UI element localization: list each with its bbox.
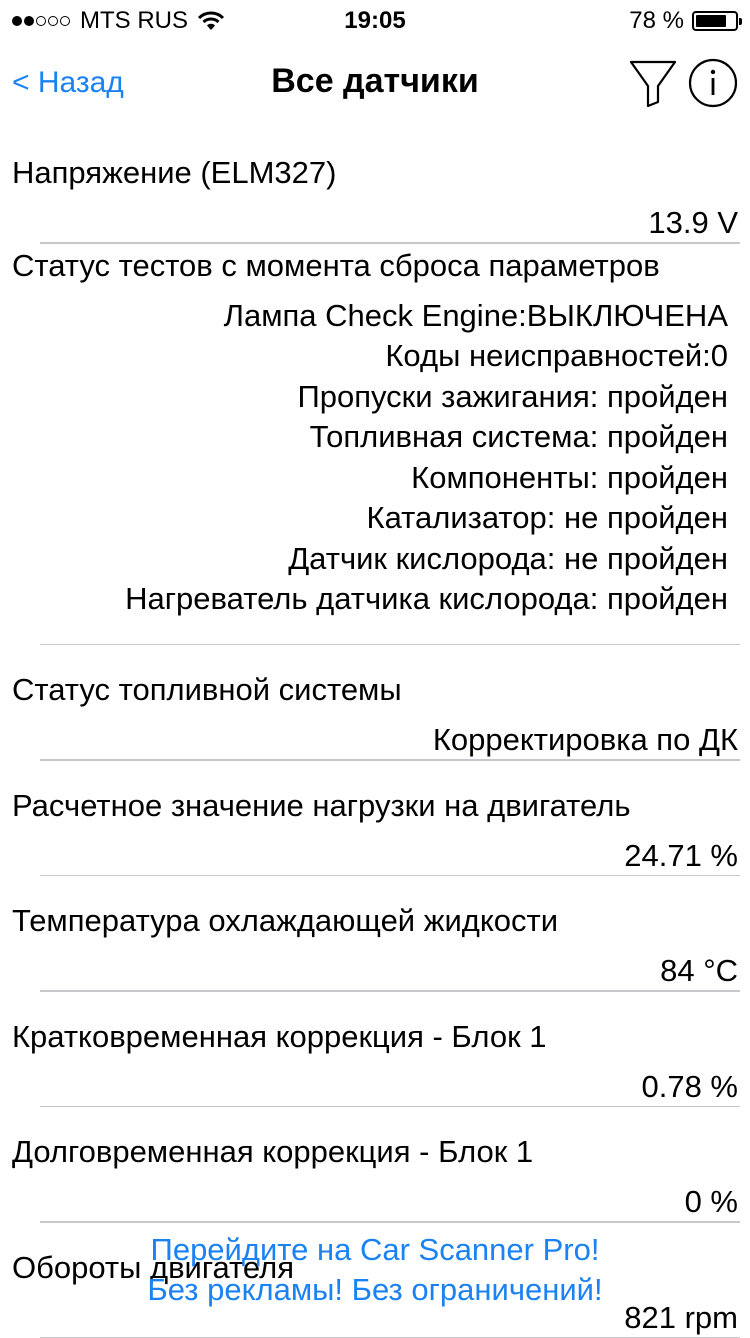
battery-icon: [692, 11, 738, 31]
info-icon[interactable]: [688, 58, 738, 108]
promo-line-no-ads[interactable]: Без рекламы! Без ограничений!: [0, 1270, 750, 1310]
test-line-misfire: Пропуски зажигания: пройден: [0, 377, 728, 418]
test-line-catalyst: Катализатор: не пройден: [0, 498, 728, 539]
sensor-value: 24.71 %: [0, 824, 750, 875]
test-line-components: Компоненты: пройден: [0, 458, 728, 499]
sensor-row-voltage[interactable]: [0, 128, 750, 244]
sensor-label: Напряжение (ELM327): [0, 128, 750, 191]
sensor-label: Статус топливной системы: [0, 645, 750, 708]
navigation-bar: [0, 40, 750, 128]
sensor-row-long-term-trim[interactable]: [0, 1107, 750, 1223]
sensor-label: Температура охлаждающей жидкости: [0, 876, 750, 939]
battery-percentage: 78 %: [629, 7, 684, 35]
sensor-label: Статус тестов с момента сброса параметров: [0, 244, 750, 284]
test-line-oxygen-sensor: Датчик кислорода: не пройден: [0, 539, 728, 580]
promo-line-upgrade[interactable]: Перейдите на Car Scanner Pro!: [0, 1230, 750, 1270]
sensor-row-engine-load[interactable]: [0, 761, 750, 877]
test-status-lines: [0, 284, 750, 644]
sensor-row-coolant-temp[interactable]: [0, 876, 750, 992]
sensor-label: Обороты двигателя: [0, 1223, 750, 1286]
sensor-list[interactable]: [0, 128, 750, 1220]
sensor-value: Корректировка по ДК: [0, 708, 750, 759]
sensor-label: Долговременная коррекция - Блок 1: [0, 1107, 750, 1170]
status-bar: [0, 0, 750, 40]
pro-upgrade-banner[interactable]: [0, 1230, 750, 1310]
sensor-label: Расчетное значение нагрузки на двигатель: [0, 761, 750, 824]
sensor-value: 84 °C: [0, 939, 750, 990]
back-button[interactable]: < Назад: [12, 66, 124, 100]
sensor-row-test-status[interactable]: [0, 244, 750, 646]
sensor-value: 13.9 V: [0, 191, 750, 242]
page-title: Все датчики: [0, 62, 750, 101]
status-right: [629, 7, 738, 35]
carrier-name: MTS RUS: [80, 7, 188, 35]
sensor-value: 821 rpm: [0, 1286, 750, 1337]
sensor-label: Кратковременная коррекция - Блок 1: [0, 992, 750, 1055]
test-line-oxygen-heater: Нагреватель датчика кислорода: пройден: [0, 579, 728, 620]
test-line-dtc-count: Коды неисправностей:0: [0, 336, 728, 377]
test-line-fuel-system: Топливная система: пройден: [0, 417, 728, 458]
clock: 19:05: [0, 7, 750, 35]
sensor-row-short-term-trim[interactable]: [0, 992, 750, 1108]
sensor-row-fuel-status[interactable]: [0, 645, 750, 761]
sensor-value: 0.78 %: [0, 1055, 750, 1106]
sensor-value: 0 %: [0, 1170, 750, 1221]
test-line-check-engine: Лампа Check Engine:ВЫКЛЮЧЕНА: [0, 296, 728, 337]
filter-icon[interactable]: [626, 56, 680, 110]
